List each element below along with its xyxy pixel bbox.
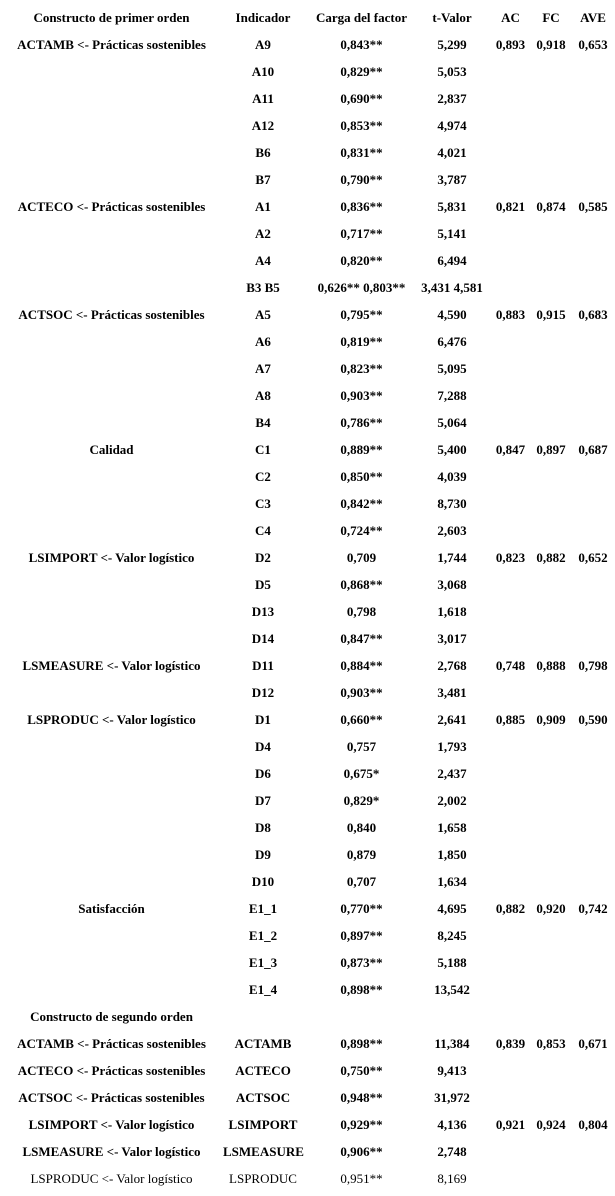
loading-cell: 0,842**	[340, 496, 383, 511]
t-value-cell: 9,413	[437, 1063, 467, 1078]
t-value-cell: 3,431 4,581	[421, 280, 483, 295]
indicator-cell: A10	[251, 64, 275, 79]
t-value-cell: 2,437	[437, 766, 467, 781]
fc-cell: 0,909	[536, 712, 566, 727]
loading-cell: 0,898**	[340, 982, 383, 997]
fc-cell: 0,924	[536, 1117, 566, 1132]
loading-cell: 0,829**	[340, 64, 383, 79]
table-row	[0, 733, 615, 760]
t-value-cell: 5,141	[437, 226, 467, 241]
t-value-cell: 4,039	[437, 469, 467, 484]
loading-cell: 0,786**	[340, 415, 383, 430]
indicator-cell: C3	[255, 496, 271, 511]
ave-cell: 0,585	[578, 199, 608, 214]
construct-cell: ACTSOC <- Prácticas sostenibles	[18, 1090, 205, 1105]
indicator-cell: E1_4	[248, 982, 278, 997]
table-row	[0, 355, 615, 382]
ave-cell: 0,742	[578, 901, 608, 916]
table-row	[0, 166, 615, 193]
construct-cell: ACTSOC <- Prácticas sostenibles	[18, 307, 205, 322]
table-row	[0, 490, 615, 517]
fc-cell: 0,915	[536, 307, 566, 322]
ac-cell: 0,921	[495, 1117, 526, 1132]
table-row	[0, 976, 615, 1003]
t-value-cell: 11,384	[434, 1036, 470, 1051]
loading-cell: 0,853**	[340, 118, 383, 133]
table-row	[0, 544, 615, 571]
t-value-cell: 3,017	[437, 631, 467, 646]
loading-cell: 0,879	[346, 847, 377, 862]
header-fc: FC	[542, 10, 560, 25]
t-value-cell: 5,188	[437, 955, 467, 970]
indicator-cell: D1	[255, 712, 271, 727]
indicator-cell: A4	[255, 253, 271, 268]
table-row	[0, 328, 615, 355]
indicator-cell: LSPRODUC	[229, 1171, 297, 1186]
table-row	[0, 220, 615, 247]
construct-cell: LSMEASURE <- Valor logístico	[22, 1144, 201, 1159]
t-value-cell: 4,590	[437, 307, 467, 322]
loading-cell: 0,757	[346, 739, 377, 754]
t-value-cell: 6,476	[437, 334, 467, 349]
loading-cell: 0,873**	[340, 955, 383, 970]
table-row	[0, 625, 615, 652]
t-value-cell: 5,053	[437, 64, 467, 79]
loading-cell: 0,690**	[340, 91, 383, 106]
ave-cell: 0,804	[578, 1117, 608, 1132]
indicator-cell: E1_2	[248, 928, 278, 943]
table-row	[0, 1165, 615, 1192]
indicator-cell: ACTECO	[235, 1063, 291, 1078]
table-row	[0, 868, 615, 895]
loading-cell: 0,724**	[340, 523, 383, 538]
ave-cell: 0,653	[578, 37, 608, 52]
ave-cell: 0,687	[578, 442, 608, 457]
construct-cell: Satisfacción	[78, 901, 145, 916]
t-value-cell: 5,831	[437, 199, 467, 214]
fc-cell: 0,897	[536, 442, 566, 457]
construct-cell: LSPRODUC <- Valor logístico	[30, 1171, 193, 1186]
construct-cell: ACTAMB <- Prácticas sostenibles	[17, 1036, 206, 1051]
loading-cell: 0,798	[346, 604, 377, 619]
header-row	[0, 4, 615, 31]
indicator-cell: D11	[252, 658, 274, 673]
table-row	[0, 1111, 615, 1138]
loading-cell: 0,836**	[340, 199, 383, 214]
table-row	[0, 31, 615, 58]
table-row	[0, 139, 615, 166]
fc-cell: 0,874	[536, 199, 566, 214]
loading-cell: 0,889**	[340, 442, 383, 457]
ac-cell: 0,748	[495, 658, 526, 673]
loading-cell: 0,790**	[340, 172, 383, 187]
table-row	[0, 841, 615, 868]
loading-cell: 0,626** 0,803**	[317, 280, 406, 295]
loading-cell: 0,850**	[340, 469, 383, 484]
ac-cell: 0,839	[495, 1036, 526, 1051]
indicator-cell: B7	[255, 172, 271, 187]
loading-cell: 0,707	[346, 874, 377, 889]
table-row	[0, 787, 615, 814]
loading-cell: 0,868**	[340, 577, 383, 592]
t-value-cell: 5,095	[437, 361, 467, 376]
t-value-cell: 3,068	[437, 577, 467, 592]
loading-cell: 0,709	[346, 550, 377, 565]
ac-cell: 0,823	[495, 550, 526, 565]
ave-cell: 0,590	[578, 712, 608, 727]
t-value-cell: 6,494	[437, 253, 467, 268]
t-value-cell: 2,641	[437, 712, 467, 727]
construct-cell: LSMEASURE <- Valor logístico	[22, 658, 201, 673]
table-row	[0, 760, 615, 787]
construct-cell: Calidad	[89, 442, 134, 457]
indicator-cell: D7	[255, 793, 271, 808]
table-row	[0, 1084, 615, 1111]
ac-cell: 0,821	[495, 199, 526, 214]
loading-cell: 0,847**	[340, 631, 383, 646]
loading-cell: 0,819**	[340, 334, 383, 349]
indicator-cell: D4	[255, 739, 271, 754]
loading-cell: 0,897**	[340, 928, 383, 943]
t-value-cell: 7,288	[437, 388, 467, 403]
t-value-cell: 2,768	[437, 658, 467, 673]
table-row	[0, 1030, 615, 1057]
loading-cell: 0,840	[346, 820, 377, 835]
loading-cell: 0,660**	[340, 712, 383, 727]
indicator-cell: A5	[255, 307, 271, 322]
fc-cell: 0,853	[536, 1036, 566, 1051]
t-value-cell: 4,136	[437, 1117, 467, 1132]
indicator-cell: B3 B5	[246, 280, 280, 295]
table-row	[0, 301, 615, 328]
loading-cell: 0,951**	[340, 1171, 383, 1186]
t-value-cell: 2,748	[437, 1144, 467, 1159]
t-value-cell: 2,603	[437, 523, 467, 538]
header-loading: Carga del factor	[316, 10, 407, 25]
loading-cell: 0,770**	[340, 901, 383, 916]
loading-cell: 0,829*	[343, 793, 380, 808]
table-row	[0, 949, 615, 976]
table-row	[0, 58, 615, 85]
table-row	[0, 409, 615, 436]
loading-cell: 0,884**	[340, 658, 383, 673]
indicator-cell: A8	[255, 388, 271, 403]
indicator-cell: C4	[255, 523, 271, 538]
indicator-cell: A1	[255, 199, 271, 214]
header-ave: AVE	[580, 10, 606, 25]
indicator-cell: D2	[255, 550, 271, 565]
table-row	[0, 706, 615, 733]
table-row	[0, 463, 615, 490]
t-value-cell: 13,542	[434, 982, 470, 997]
ave-cell: 0,652	[578, 550, 608, 565]
indicator-cell: C2	[255, 469, 271, 484]
table-row	[0, 922, 615, 949]
loading-cell: 0,675*	[343, 766, 380, 781]
table-row	[0, 247, 615, 274]
fc-cell: 0,920	[536, 901, 566, 916]
construct-cell: LSIMPORT <- Valor logístico	[28, 1117, 195, 1132]
indicator-cell: E1_1	[248, 901, 278, 916]
t-value-cell: 3,787	[437, 172, 467, 187]
t-value-cell: 8,245	[437, 928, 467, 943]
t-value-cell: 1,618	[437, 604, 467, 619]
indicator-cell: D6	[255, 766, 271, 781]
loading-cell: 0,903**	[340, 388, 383, 403]
fc-cell: 0,882	[536, 550, 566, 565]
table-row	[0, 1138, 615, 1165]
t-value-cell: 5,299	[437, 37, 467, 52]
table-row	[0, 193, 615, 220]
loading-cell: 0,898**	[340, 1036, 383, 1051]
indicator-cell: LSMEASURE	[223, 1144, 304, 1159]
indicator-cell: C1	[255, 442, 271, 457]
loading-cell: 0,903**	[340, 685, 383, 700]
t-value-cell: 5,064	[437, 415, 467, 430]
ac-cell: 0,882	[495, 901, 526, 916]
loading-cell: 0,750**	[340, 1063, 383, 1078]
table-row	[0, 652, 615, 679]
t-value-cell: 1,634	[437, 874, 467, 889]
fc-cell: 0,888	[536, 658, 566, 673]
loading-cell: 0,823**	[340, 361, 383, 376]
construct-cell: ACTAMB <- Prácticas sostenibles	[17, 37, 206, 52]
t-value-cell: 2,837	[437, 91, 467, 106]
construct-cell: ACTECO <- Prácticas sostenibles	[17, 199, 206, 214]
loading-cell: 0,929**	[340, 1117, 383, 1132]
loading-cell: 0,831**	[340, 145, 383, 160]
t-value-cell: 4,695	[437, 901, 467, 916]
table-row	[0, 571, 615, 598]
t-value-cell: 3,481	[437, 685, 467, 700]
t-value-cell: 1,850	[437, 847, 467, 862]
t-value-cell: 1,744	[437, 550, 467, 565]
ave-cell: 0,671	[578, 1036, 608, 1051]
table-row	[0, 598, 615, 625]
indicator-cell: A7	[255, 361, 271, 376]
indicator-cell: B4	[255, 415, 271, 430]
indicator-cell: B6	[255, 145, 271, 160]
t-value-cell: 8,169	[437, 1171, 467, 1186]
header-construct: Constructo de primer orden	[33, 10, 190, 25]
loading-cell: 0,717**	[340, 226, 383, 241]
indicator-cell: ACTSOC	[235, 1090, 291, 1105]
indicator-cell: A12	[251, 118, 275, 133]
indicator-cell: D13	[251, 604, 275, 619]
loading-cell: 0,948**	[340, 1090, 383, 1105]
indicator-cell: A6	[255, 334, 271, 349]
t-value-cell: 1,658	[437, 820, 467, 835]
t-value-cell: 2,002	[437, 793, 467, 808]
header-t-value: t-Valor	[432, 10, 472, 25]
t-value-cell: 8,730	[437, 496, 467, 511]
table-row	[0, 85, 615, 112]
table-row	[0, 1057, 615, 1084]
indicator-cell: LSIMPORT	[228, 1117, 298, 1132]
indicator-cell: D10	[251, 874, 275, 889]
ave-cell: 0,798	[578, 658, 608, 673]
indicator-cell: D8	[255, 820, 271, 835]
indicator-cell: ACTAMB	[234, 1036, 292, 1051]
t-value-cell: 5,400	[437, 442, 467, 457]
indicator-cell: A11	[252, 91, 274, 106]
table-row	[0, 814, 615, 841]
construct-cell: LSPRODUC <- Valor logístico	[27, 712, 196, 727]
ave-cell: 0,683	[578, 307, 608, 322]
loading-cell: 0,820**	[340, 253, 383, 268]
loading-cell: 0,843**	[340, 37, 383, 52]
table-row	[0, 382, 615, 409]
header-indicator: Indicador	[235, 10, 291, 25]
table-row	[0, 895, 615, 922]
ac-cell: 0,893	[495, 37, 526, 52]
t-value-cell: 31,972	[434, 1090, 470, 1105]
header-ac: AC	[501, 10, 520, 25]
t-value-cell: 4,021	[437, 145, 467, 160]
second-order-title: Constructo de segundo orden	[30, 1009, 193, 1024]
indicator-cell: A2	[255, 226, 271, 241]
fc-cell: 0,918	[536, 37, 566, 52]
indicator-cell: A9	[255, 37, 271, 52]
construct-cell: ACTECO <- Prácticas sostenibles	[17, 1063, 206, 1078]
indicator-cell: D14	[251, 631, 275, 646]
ac-cell: 0,885	[495, 712, 526, 727]
table-row	[0, 436, 615, 463]
t-value-cell: 4,974	[437, 118, 467, 133]
indicator-cell: E1_3	[248, 955, 278, 970]
indicator-cell: D9	[255, 847, 271, 862]
construct-cell: LSIMPORT <- Valor logístico	[28, 550, 195, 565]
indicator-cell: D5	[255, 577, 271, 592]
table-row	[0, 679, 615, 706]
ac-cell: 0,883	[495, 307, 526, 322]
loading-cell: 0,795**	[340, 307, 383, 322]
table-row	[0, 112, 615, 139]
table-row	[0, 517, 615, 544]
loading-cell: 0,906**	[340, 1144, 383, 1159]
t-value-cell: 1,793	[437, 739, 467, 754]
ac-cell: 0,847	[495, 442, 526, 457]
table-row	[0, 274, 615, 301]
indicator-cell: D12	[251, 685, 275, 700]
